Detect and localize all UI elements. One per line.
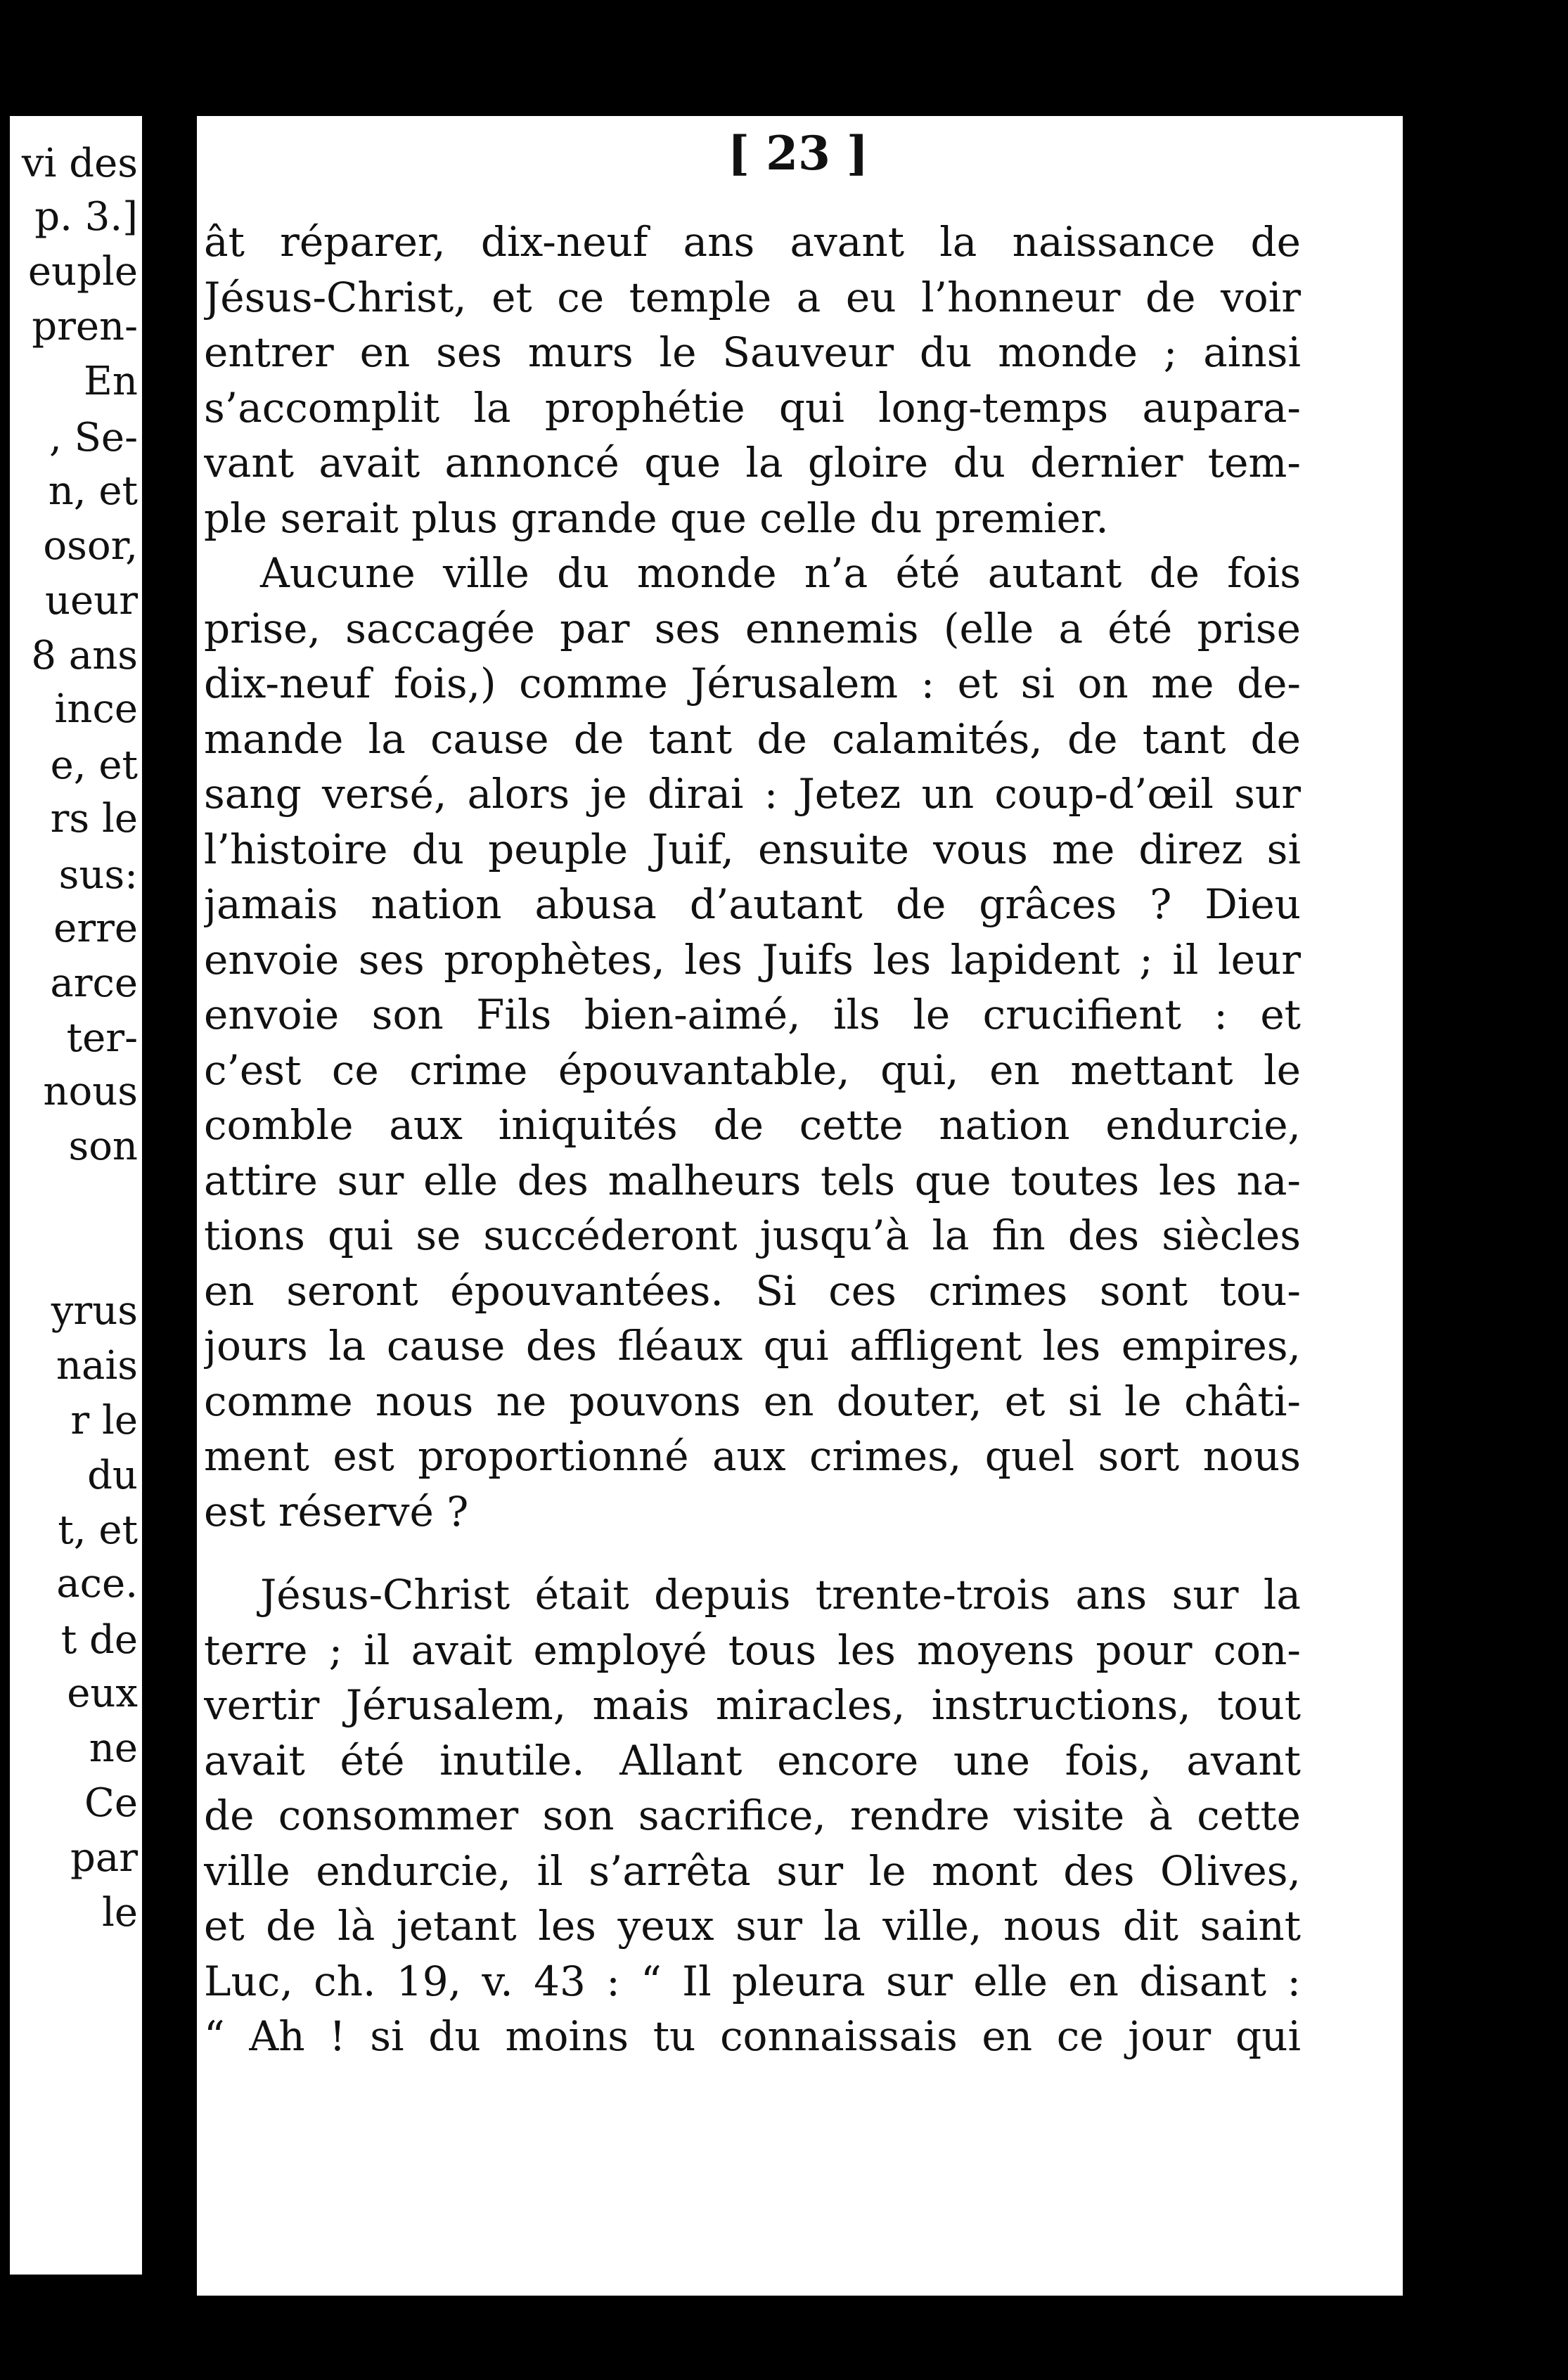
left-page-line: par: [70, 1835, 138, 1881]
left-page-line: le: [101, 1890, 138, 1936]
left-page-fragment: [10, 116, 142, 2275]
left-page-line: arce: [50, 960, 138, 1006]
left-page-line: rs le: [50, 796, 138, 842]
text-line: et de là jetant les yeux sur la ville, nous dit saint: [204, 1902, 1301, 1950]
text-line: prise, saccagée par ses ennemis (elle a été prise: [204, 604, 1301, 652]
left-page-line: son: [68, 1124, 138, 1169]
left-page-line: du: [87, 1453, 138, 1498]
page-number: [ 23 ]: [727, 126, 869, 181]
text-line: tions qui se succéderont jusqu’à la fin des siècles: [204, 1211, 1301, 1259]
right-page: [197, 116, 1403, 2296]
text-line: vant avait annoncé que la gloire du dernier tem-: [204, 439, 1301, 487]
page-body-text: [204, 214, 1301, 2064]
left-page-line: e, et: [50, 742, 138, 788]
left-page-line: sus:: [58, 852, 138, 898]
text-line: mande la cause de tant de calamités, de tant de: [204, 714, 1301, 763]
left-page-line: n, et: [48, 468, 138, 514]
paragraph-gap: [204, 1539, 1301, 1567]
text-line: ville endurcie, il s’arrêta sur le mont des Olives,: [204, 1846, 1301, 1895]
left-page-line: En: [84, 359, 138, 404]
left-page-line: ueur: [44, 578, 138, 624]
text-line: l’histoire du peuple Juif, ensuite vous me direz si: [204, 825, 1301, 873]
text-line: en seront épouvantées. Si ces crimes sont tou-: [204, 1266, 1301, 1315]
text-line: entrer en ses murs le Sauveur du monde ; ainsi: [204, 328, 1301, 376]
left-page-line: ne: [89, 1725, 138, 1771]
left-page-line: osor,: [43, 523, 138, 569]
text-line: ât réparer, dix-neuf ans avant la naissance de: [204, 218, 1301, 266]
left-page-line: Ce: [84, 1780, 138, 1826]
text-line: Luc, ch. 19, v. 43 : “ Il pleura sur elle en disant :: [204, 1957, 1301, 2005]
book-gutter: [142, 116, 204, 2275]
text-line: ple serait plus grande que celle du premier.: [204, 494, 1109, 542]
left-page-line: r le: [70, 1398, 138, 1443]
text-line: s’accomplit la prophétie qui long-temps aupara-: [204, 383, 1301, 432]
text-line: avait été inutile. Allant encore une fois, avant: [204, 1736, 1301, 1784]
text-line: comme nous ne pouvons en douter, et si le châti-: [204, 1377, 1301, 1425]
left-page-line: eux: [67, 1671, 138, 1716]
left-page-line: p. 3.]: [34, 194, 138, 240]
left-page-line: t, et: [58, 1507, 138, 1553]
text-line: jamais nation abusa d’autant de grâces ? Dieu: [204, 880, 1301, 928]
left-page-line: nous: [43, 1069, 138, 1114]
text-line: jours la cause des fléaux qui affligent les empires,: [204, 1322, 1301, 1370]
left-page-line: yrus: [51, 1288, 138, 1334]
text-line: Aucune ville du monde n’a été autant de fois: [260, 549, 1301, 597]
left-page-line: nais: [56, 1343, 138, 1389]
text-line: sang versé, alors je dirai : Jetez un coup-d’œil sur: [204, 770, 1301, 818]
left-page-line: ter-: [66, 1015, 138, 1061]
text-line: dix-neuf fois,) comme Jérusalem : et si on me de-: [204, 660, 1301, 707]
text-line: Jésus-Christ, et ce temple a eu l’honneur de voir: [204, 273, 1301, 321]
text-line: ment est proportionné aux crimes, quel sort nous: [204, 1432, 1301, 1480]
text-line: Jésus-Christ était depuis trente-trois ans sur la: [260, 1571, 1301, 1619]
text-line: envoie son Fils bien-aimé, ils le crucifient : et: [204, 991, 1301, 1038]
left-page-line: euple: [27, 249, 138, 295]
left-page-line: ince: [54, 686, 138, 732]
text-line: vertir Jérusalem, mais miracles, instructions, tout: [204, 1681, 1301, 1729]
text-line: est réservé ?: [204, 1487, 469, 1536]
left-page-line: , Se-: [49, 415, 138, 461]
left-page-line: pren-: [32, 304, 138, 349]
text-line: attire sur elle des malheurs tels que toutes les na-: [204, 1156, 1301, 1204]
text-line: “ Ah ! si du moins tu connaissais en ce jour qui: [204, 2012, 1301, 2060]
text-line: c’est ce crime épouvantable, qui, en mettant le: [204, 1046, 1301, 1094]
left-page-line: erre: [53, 906, 138, 951]
left-page-line: ace.: [56, 1561, 138, 1607]
left-page-line: vi des: [21, 141, 138, 186]
left-page-line: 8 ans: [31, 633, 138, 678]
text-line: comble aux iniquités de cette nation endurcie,: [204, 1101, 1301, 1149]
text-line: de consommer son sacrifice, rendre visite à cette: [204, 1792, 1301, 1839]
text-line: envoie ses prophètes, les Juifs les lapident ; il leur: [204, 935, 1301, 984]
text-line: terre ; il avait employé tous les moyens pour con-: [204, 1626, 1301, 1674]
left-page-line: t de: [60, 1617, 138, 1663]
